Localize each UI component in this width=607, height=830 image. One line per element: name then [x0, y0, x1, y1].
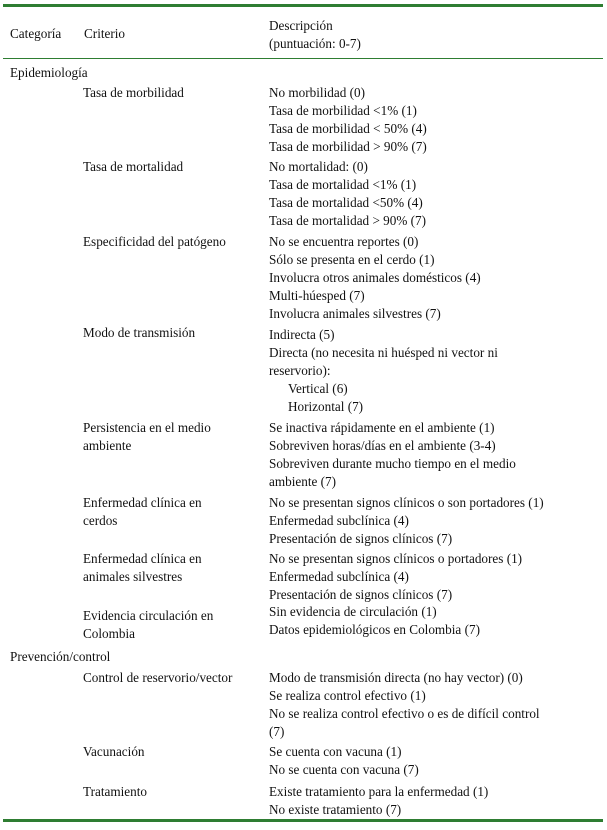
criterion-line: Tasa de morbilidad — [83, 85, 184, 100]
description-line: No se realiza control efectivo o es de difícil control — [269, 706, 540, 721]
description-modo-transmision-sub — [288, 380, 363, 416]
description-line: reservorio): — [269, 363, 331, 378]
criterion-line: Enfermedad clínica en — [83, 551, 202, 566]
criterion-line: Tratamiento — [83, 784, 147, 799]
header-criterion: Criterio — [84, 26, 126, 41]
description-line: ambiente (7) — [269, 474, 337, 489]
description-line: Tasa de mortalidad <1% (1) — [269, 177, 417, 192]
criterion-line: Vacunación — [83, 744, 145, 759]
description-line: No se presentan signos clínicos o son portadores (1) — [269, 495, 544, 510]
table-top-rule — [3, 4, 603, 7]
description-line: Involucra otros animales domésticos (4) — [269, 270, 481, 285]
description-line: Enfermedad subclínica (4) — [269, 569, 409, 584]
description-line: No morbilidad (0) — [269, 85, 365, 100]
description-persistencia — [269, 419, 516, 491]
description-line: Se realiza control efectivo (1) — [269, 688, 426, 703]
description-line: No se encuentra reportes (0) — [269, 234, 419, 249]
description-line: Presentación de signos clínicos (7) — [269, 531, 453, 546]
description-line: Datos epidemiológicos en Colombia (7) — [269, 622, 480, 637]
description-line: Tasa de mortalidad <50% (4) — [269, 195, 423, 210]
description-line: Tasa de morbilidad > 90% (7) — [269, 139, 427, 154]
description-line: No mortalidad: (0) — [269, 159, 368, 174]
description-line: Multi-húesped (7) — [269, 288, 365, 303]
header-description-line: (puntuación: 0-7) — [269, 36, 361, 51]
criterion-line: Enfermedad clínica en — [83, 495, 202, 510]
header-description — [269, 17, 361, 53]
criterion-persistencia — [83, 419, 211, 455]
description-line: Sin evidencia de circulación (1) — [269, 604, 437, 619]
description-control-reservorio — [269, 669, 540, 741]
description-line: Directa (no necesita ni huésped ni vector ni — [269, 345, 498, 360]
description-line: (7) — [269, 724, 285, 739]
criterion-line: Evidencia circulación en — [83, 608, 214, 623]
section-prevencion-control: Prevención/control — [10, 649, 111, 664]
criterion-control-reservorio — [83, 669, 232, 687]
criterion-vacunacion — [83, 743, 145, 761]
criterion-line: Persistencia en el medio — [83, 420, 211, 435]
description-tasa-mortalidad — [269, 158, 426, 230]
criterion-line: animales silvestres — [83, 569, 183, 584]
description-line: Se inactiva rápidamente en el ambiente (1) — [269, 420, 495, 435]
description-modo-transmision — [269, 326, 498, 380]
criterion-line: ambiente — [83, 438, 132, 453]
criterion-line: Control de reservorio/vector — [83, 670, 233, 685]
criterion-tasa-morbilidad — [83, 84, 184, 102]
description-line: Indirecta (5) — [269, 327, 335, 342]
criterion-line: cerdos — [83, 513, 118, 528]
criterion-modo-transmision — [83, 324, 195, 342]
description-evidencia-circulacion — [269, 603, 480, 639]
description-line: No existe tratamiento (7) — [269, 802, 402, 817]
description-line: Sobreviven durante mucho tiempo en el medio — [269, 456, 516, 471]
description-enfermedad-silvestres — [269, 550, 522, 604]
header-description-line: Descripción — [269, 18, 333, 33]
description-tratamiento — [269, 783, 488, 819]
description-line: Sobreviven horas/días en el ambiente (3-4) — [269, 438, 496, 453]
criterion-line: Tasa de mortalidad — [83, 159, 184, 174]
criterion-line: Colombia — [83, 626, 136, 641]
description-enfermedad-cerdos — [269, 494, 544, 548]
description-especificidad — [269, 233, 481, 323]
criterion-especificidad — [83, 233, 226, 251]
description-line: Tasa de morbilidad < 50% (4) — [269, 121, 427, 136]
description-line: No se cuenta con vacuna (7) — [269, 762, 419, 777]
description-line: Tasa de morbilidad <1% (1) — [269, 103, 417, 118]
description-line: Modo de transmisión directa (no hay vector) (0) — [269, 670, 523, 685]
description-line: Sólo se presenta en el cerdo (1) — [269, 252, 435, 267]
criterion-tasa-mortalidad — [83, 158, 183, 176]
criterion-line: Especificidad del patógeno — [83, 234, 226, 249]
description-line: Involucra animales silvestres (7) — [269, 306, 441, 321]
description-line: Vertical (6) — [288, 381, 348, 396]
criterion-line: Modo de transmisión — [83, 325, 196, 340]
header-bottom-rule — [3, 58, 603, 59]
description-vacunacion — [269, 743, 419, 779]
description-line: Existe tratamiento para la enfermedad (1) — [269, 784, 489, 799]
criterion-enfermedad-silvestres — [83, 550, 202, 586]
description-line: No se presentan signos clínicos o portadores (1) — [269, 551, 523, 566]
section-epidemiologia: Epidemiología — [10, 65, 88, 80]
description-line: Presentación de signos clínicos (7) — [269, 587, 453, 602]
description-tasa-morbilidad — [269, 84, 427, 156]
description-line: Enfermedad subclínica (4) — [269, 513, 409, 528]
description-line: Se cuenta con vacuna (1) — [269, 744, 402, 759]
description-line: Tasa de mortalidad > 90% (7) — [269, 213, 427, 228]
criterion-enfermedad-cerdos — [83, 494, 202, 530]
criterion-evidencia-circulacion — [83, 607, 213, 643]
header-category: Categoría — [10, 26, 62, 41]
criterion-tratamiento — [83, 783, 147, 801]
table-bottom-rule — [3, 819, 603, 822]
description-line: Horizontal (7) — [288, 399, 364, 414]
